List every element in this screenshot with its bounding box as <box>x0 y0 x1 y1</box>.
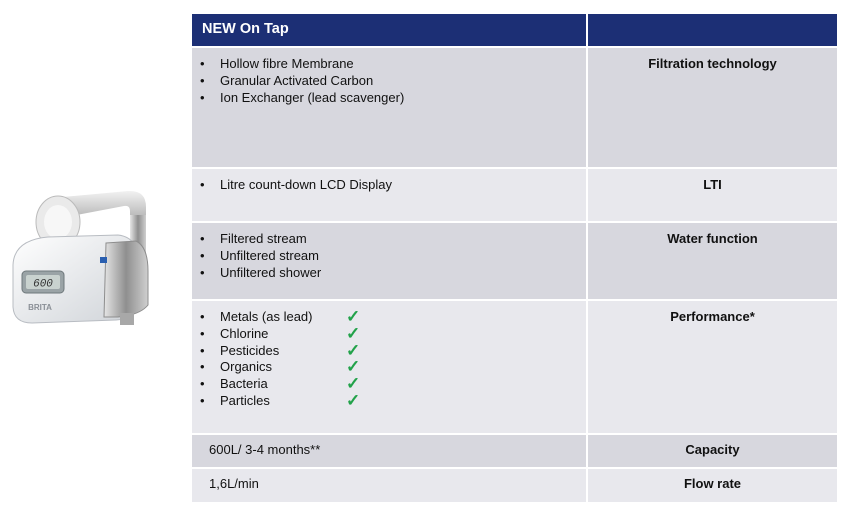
item-text: Bacteria <box>220 376 268 392</box>
row-items <box>192 301 588 433</box>
bullet-dot: • <box>200 56 205 71</box>
row-label: Performance* <box>588 301 837 433</box>
check-icon: ✓ <box>346 357 361 377</box>
bullet-list <box>192 223 586 281</box>
check-icon: ✓ <box>346 374 361 394</box>
item-text: Metals (as lead) <box>220 309 313 324</box>
list-item <box>200 90 586 107</box>
bullet-dot: • <box>200 342 205 358</box>
row-label: Water function <box>588 223 837 299</box>
row-items <box>192 48 588 167</box>
row-label: LTI <box>588 169 837 221</box>
bullet-dot: • <box>200 392 205 408</box>
row-text: 600L/ 3-4 months** <box>192 435 588 467</box>
list-item <box>200 376 586 393</box>
bullet-dot: • <box>200 309 205 324</box>
product-image <box>8 185 173 330</box>
table-row <box>192 435 837 469</box>
header-blank <box>588 14 837 46</box>
table-row <box>192 223 837 301</box>
bullet-dot: • <box>200 177 205 192</box>
item-text: Ion Exchanger (lead scavenger) <box>220 89 405 105</box>
bullet-dot: • <box>200 264 205 280</box>
row-items <box>192 223 588 299</box>
comparison-table <box>192 14 837 502</box>
list-item <box>200 56 586 73</box>
item-text: Litre count-down LCD Display <box>220 177 392 192</box>
bullet-dot: • <box>200 376 205 392</box>
bullet-list <box>192 169 586 194</box>
row-label: Flow rate <box>588 469 837 502</box>
list-item <box>200 340 586 360</box>
item-text: Filtered stream <box>220 231 307 246</box>
check-icon: ✓ <box>346 340 361 360</box>
table-row <box>192 301 837 435</box>
bullet-dot: • <box>200 247 205 263</box>
bullet-dot: • <box>200 72 205 88</box>
item-text: Unfiltered shower <box>220 264 322 280</box>
check-icon: ✓ <box>346 390 361 410</box>
row-items <box>192 169 588 221</box>
item-text: Particles <box>220 392 270 408</box>
bullet-list <box>192 301 586 410</box>
table-row <box>192 469 837 502</box>
list-item <box>200 359 586 376</box>
check-icon: ✓ <box>346 307 361 326</box>
bullet-list <box>192 48 586 106</box>
table-header <box>192 14 837 48</box>
lcd-display: 600 <box>33 278 53 291</box>
list-item <box>200 73 586 90</box>
list-item <box>200 231 586 248</box>
row-label: Capacity <box>588 435 837 467</box>
item-text: Granular Activated Carbon <box>220 72 374 88</box>
table-row <box>192 48 837 169</box>
row-label: Filtration technology <box>588 48 837 167</box>
list-item <box>200 265 586 282</box>
brand-logo: BRITA <box>28 303 52 312</box>
list-item <box>200 248 586 265</box>
list-item <box>200 323 586 343</box>
item-text: Chlorine <box>220 325 269 341</box>
bullet-dot: • <box>200 231 205 246</box>
item-text: Organics <box>220 359 273 375</box>
item-text: Pesticides <box>220 342 280 358</box>
bullet-dot: • <box>200 89 205 105</box>
list-item <box>200 309 586 326</box>
bullet-dot: • <box>200 325 205 341</box>
check-icon: ✓ <box>346 323 361 343</box>
list-item <box>200 390 586 410</box>
bullet-dot: • <box>200 359 205 375</box>
list-item <box>200 177 586 194</box>
item-text: Hollow fibre Membrane <box>220 56 354 71</box>
header-title: NEW On Tap <box>192 14 588 46</box>
row-text: 1,6L/min <box>192 469 588 502</box>
table-row <box>192 169 837 223</box>
item-text: Unfiltered stream <box>220 247 319 263</box>
